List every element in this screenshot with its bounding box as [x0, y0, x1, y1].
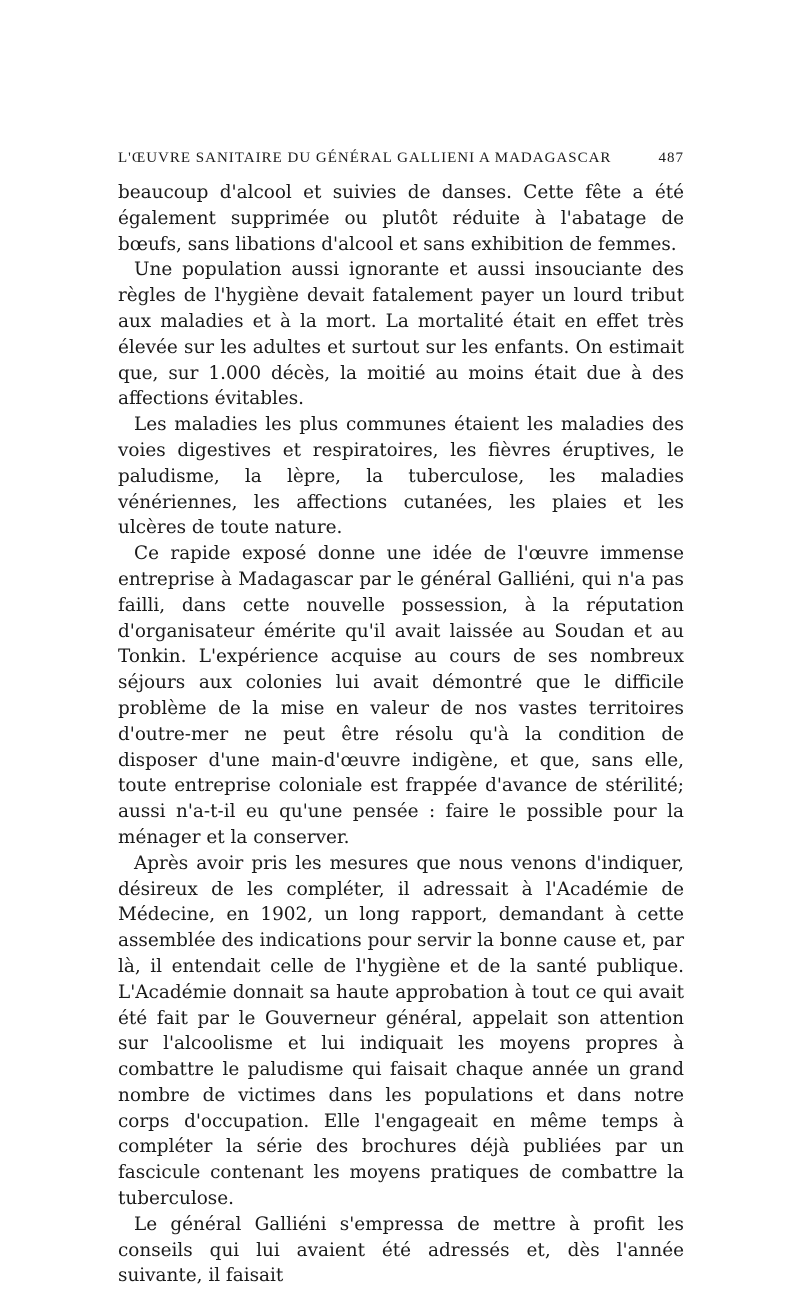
- paragraph: Après avoir pris les mesures que nous venons d'indiquer, désireux de les compléter, il adressait à l'Académie de Médecine, en 1902, un long rapport, demandant à cette assemblée des indications pour servir la bonne cause et, par là, il entendait celle de l'hygiène et de la santé publique. L'Académie donnait sa haute approbation à tout ce qui avait été fait par le Gouverneur général, appelait son attention sur l'alcoolisme et lui indiquait les moyens propres à combattre le paludisme qui faisait chaque année un grand nombre de victimes dans les populations et dans notre corps d'occupation. Elle l'engageait en même temps à compléter la série des brochures déjà publiées par un fascicule contenant les moyens pratiques de combattre la tuberculose.: [118, 852, 684, 1210]
- book-page: [118, 148, 684, 1289]
- running-title: L'ŒUVRE SANITAIRE DU GÉNÉRAL GALLIENI A MADAGASCAR: [118, 150, 612, 166]
- paragraph: Le général Galliéni s'empressa de mettre à profit les conseils qui lui avaient été adressés et, dès l'année suivante, il faisait: [118, 1213, 684, 1287]
- page-number: 487: [658, 150, 684, 166]
- body-text: [118, 180, 684, 1289]
- paragraph: Les maladies les plus communes étaient les maladies des voies digestives et respiratoires, les fièvres éruptives, le paludisme, la lèpre, la tuberculose, les maladies vénériennes, les affections cutanées, les plaies et les ulcères de toute nature.: [118, 414, 684, 539]
- paragraph: Une population aussi ignorante et aussi insouciante des règles de l'hygiène devait fatalement payer un lourd tribut aux maladies et à la mort. La mortalité était en effet très élevée sur les adultes et surtout sur les enfants. On estimait que, sur 1.000 décès, la moitié au moins était due à des affections évitables.: [118, 259, 684, 410]
- paragraph-continued: beaucoup d'alcool et suivies de danses. Cette fête a été également supprimée ou plutôt réduite à l'abatage de bœufs, sans libations d'alcool et sans exhibition de femmes.: [118, 182, 684, 255]
- running-head: [118, 148, 684, 168]
- paragraph: Ce rapide exposé donne une idée de l'œuvre immense entreprise à Madagascar par le général Galliéni, qui n'a pas failli, dans cette nouvelle possession, à la réputation d'organisateur émérite qu'il avait laissée au Soudan et au Tonkin. L'expérience acquise au cours de ses nombreux séjours aux colonies lui avait démontré que le difficile problème de la mise en valeur de nos vastes territoires d'outre-mer ne peut être résolu qu'à la condition de disposer d'une main-d'œuvre indigène, et que, sans elle, toute entreprise coloniale est frappée d'avance de stérilité; aussi n'a-t-il eu qu'une pensée : faire le possible pour la ménager et la conserver.: [118, 543, 684, 848]
